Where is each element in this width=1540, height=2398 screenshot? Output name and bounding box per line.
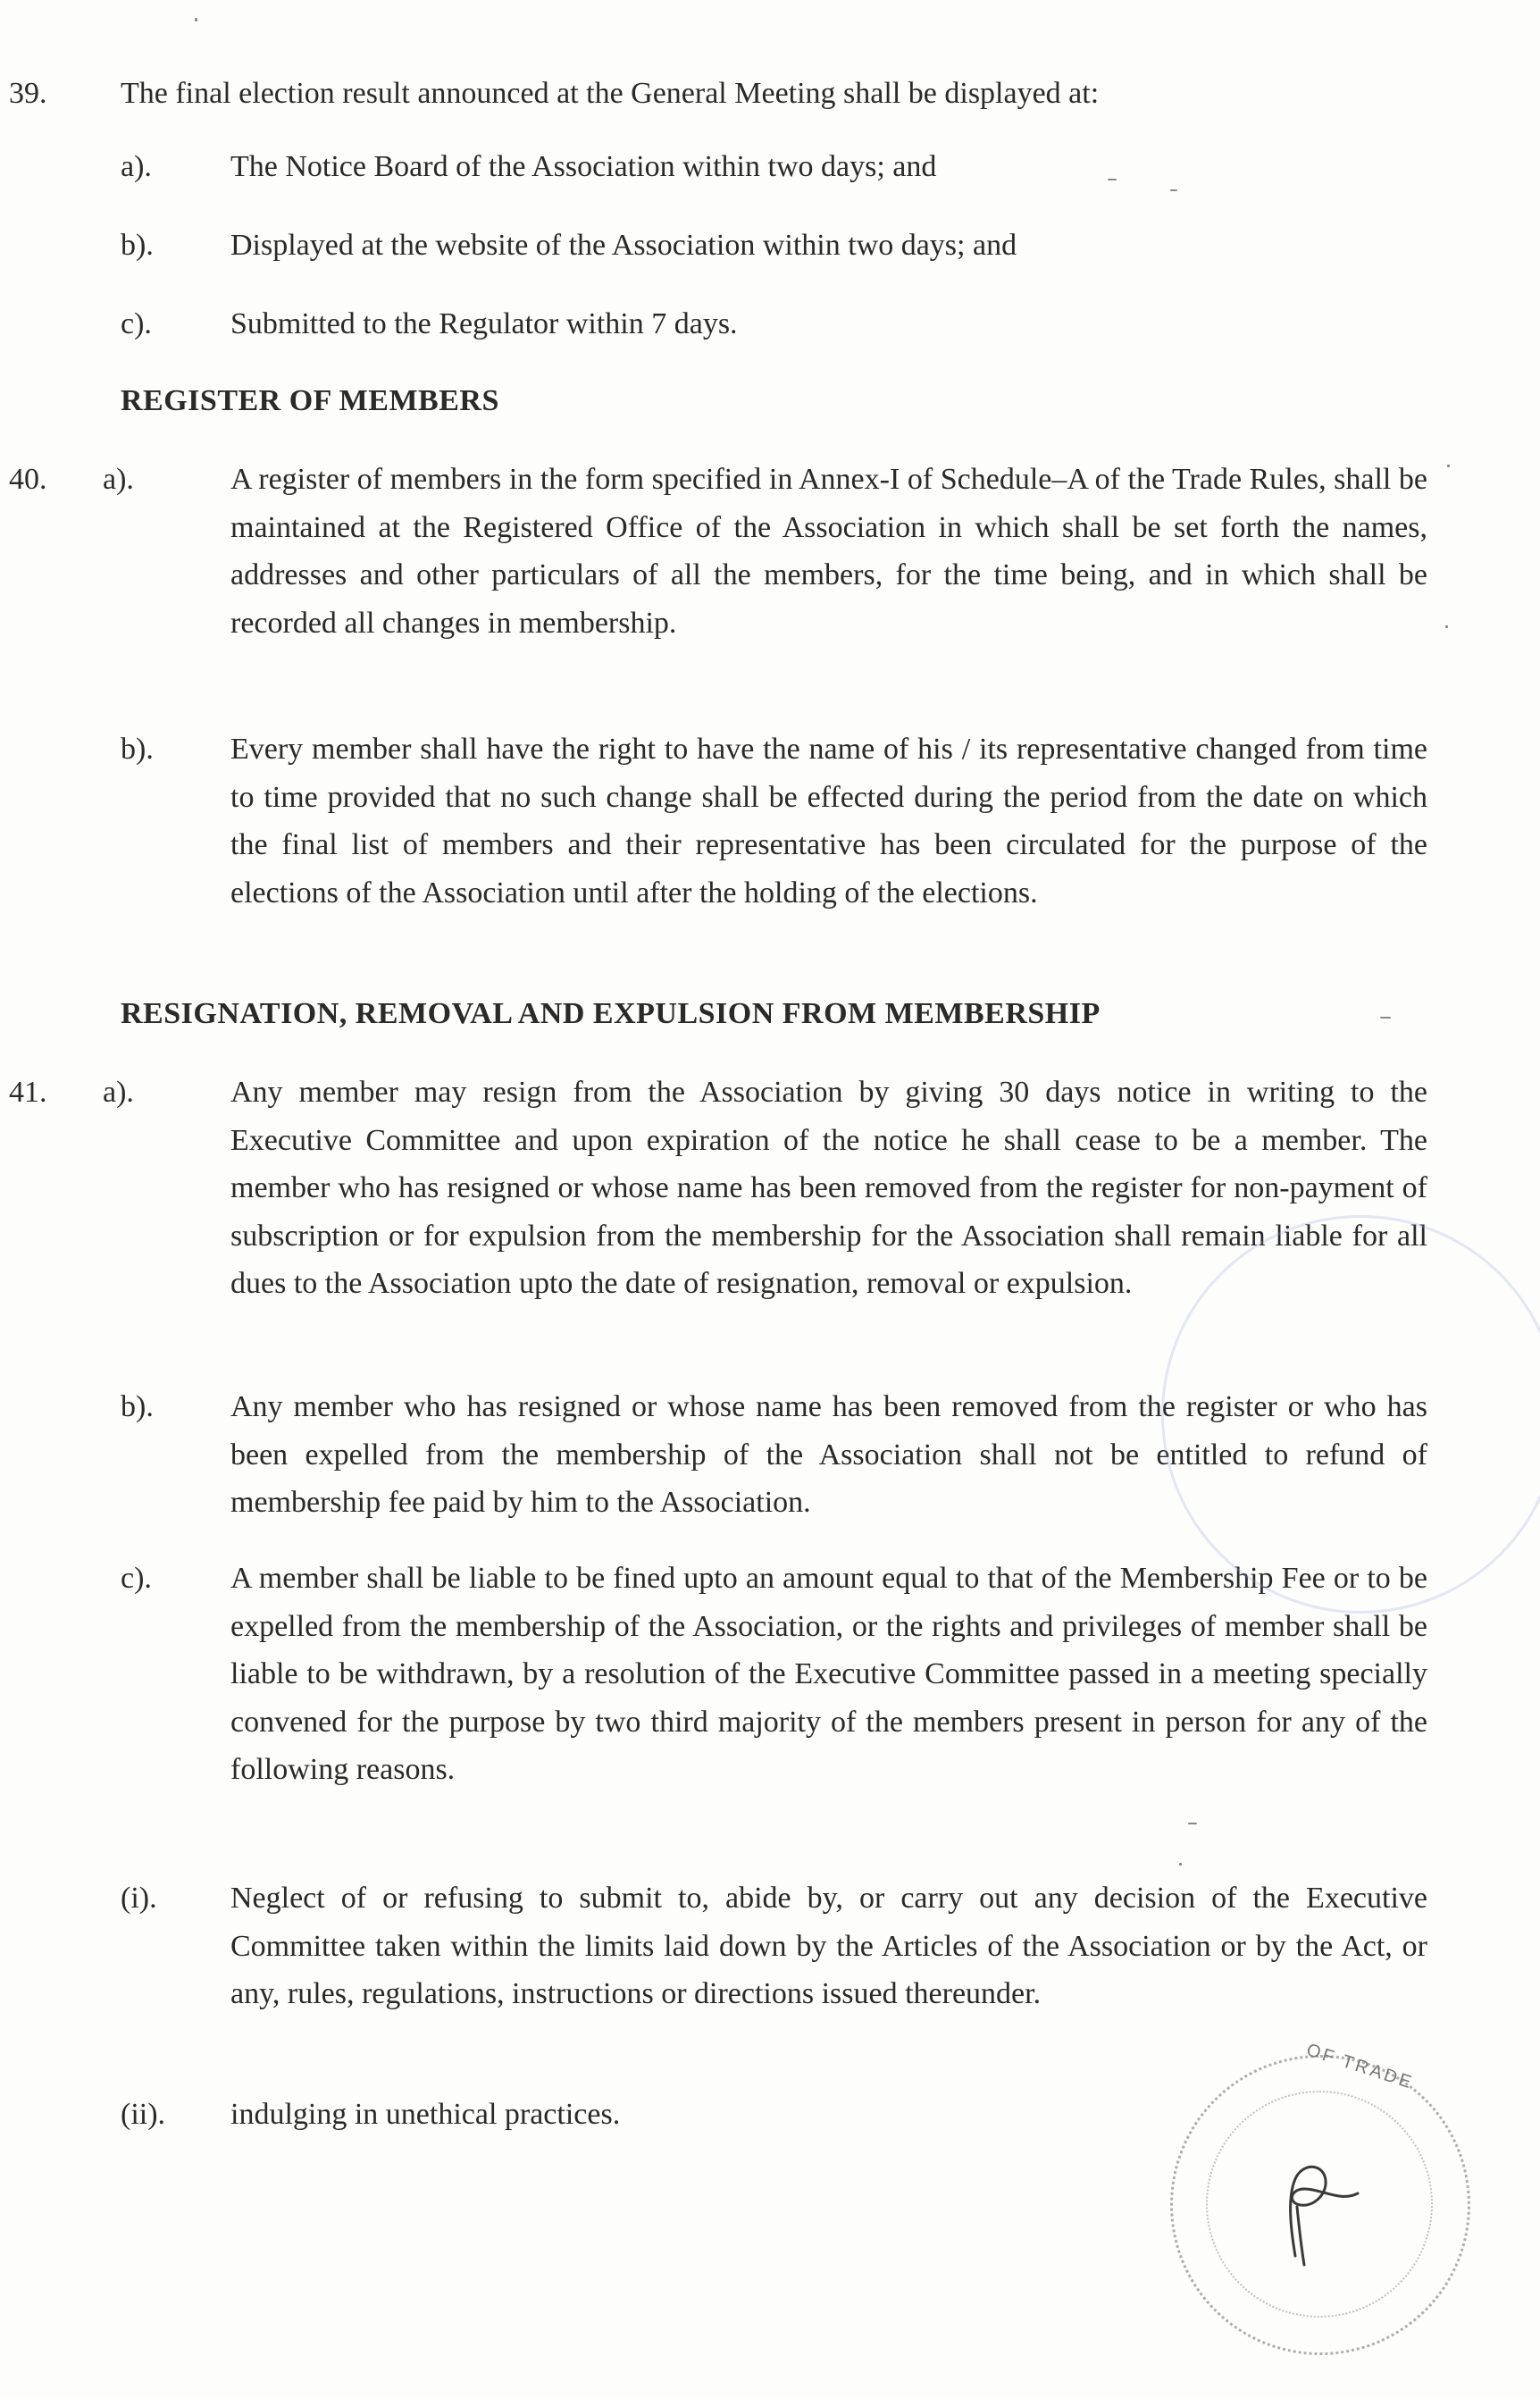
clause-40-b-text: Every member shall have the right to have the name of his / its representative changed from time to time provided that no such change shall be effected during the period from the date on which the final list of members and their representative has been circulated for the purpose of the elections of the Association until after the holding of the elections. [230,733,1427,910]
clause-39-b-label: b). [121,229,154,262]
scan-speck [1445,625,1448,628]
clause-41-i-text: Neglect of or refusing to submit to, abide by, or carry out any decision of the Executive Committee taken within the limits laid down by the Articles of the Association or by the Act, or any, rules, regulations, instructions or directions issued thereunder. [230,1882,1427,2010]
clause-41-a-label: a). [103,1076,134,1109]
scan-speck [1380,1017,1391,1019]
clause-39-text: The final election result announced at the General Meeting shall be displayed at: [121,77,1100,110]
scan-speck [1179,1863,1182,1866]
clause-39-c-label: c). [121,307,152,340]
clause-41-number: 41. [9,1076,47,1109]
scan-speck [1170,189,1177,191]
clause-39-number: 39. [9,77,47,110]
scan-speck [1447,465,1450,467]
clause-41-ii-text: indulging in unethical practices. [230,2098,621,2131]
clause-39-a-text: The Notice Board of the Association within two days; and [230,150,937,183]
signature-mark [1242,2140,1385,2283]
clause-40-a-text: A register of members in the form specified in Annex-I of Schedule–A of the Trade Rules, shall be maintained at the Registered Office of the Association in which shall be set forth the names, addresses and other particulars of all the members, for the time being, and in which shall be recorded all changes in membership. [230,463,1427,640]
scan-speck [1188,1823,1197,1824]
clause-40-a-label: a). [103,463,134,496]
clause-41-a-text: Any member may resign from the Association by giving 30 days notice in writing to the Executive Committee and upon expiration of the notice he shall cease to be a member. The member who has resigned or whose name has been removed from the register for non-payment of subscription or for expulsion from the membership for the Association shall remain liable for all dues to the Association upto the date of resignation, removal or expulsion. [230,1076,1427,1300]
clause-39-a-label: a). [121,150,152,183]
section-heading-resignation: RESIGNATION, REMOVAL AND EXPULSION FROM MEMBERSHIP [121,997,1101,1030]
clause-41-c-label: c). [121,1562,152,1595]
clause-39-b-text: Displayed at the website of the Association within two days; and [230,229,1017,262]
clause-41-i-label: (i). [121,1882,157,1915]
section-heading-register: REGISTER OF MEMBERS [121,384,499,417]
clause-41-ii-label: (ii). [121,2098,166,2131]
clause-40-number: 40. [9,463,47,496]
scan-speck [195,18,197,21]
clause-39-c-text: Submitted to the Regulator within 7 days. [230,307,738,340]
faint-seal-stamp [1161,1215,1540,1614]
clause-41-c-text: A member shall be liable to be fined upto an amount equal to that of the Membership Fee or to be expelled from the membership of the Association, or the rights and privileges of member shall be liable to be withdrawn, by a resolution of the Executive Committee passed in a meeting specially convened for the purpose by two third majority of the members present in person for any of the following reasons. [230,1562,1427,1786]
clause-41-b-text: Any member who has resigned or whose name has been removed from the register or who has been expelled from the membership of the Association shall not be entitled to refund of membership fee paid by him to the Association. [230,1390,1427,1519]
official-seal-text: OF TRADE [1303,2040,1417,2093]
scan-speck [1108,179,1117,180]
clause-40-b-label: b). [121,733,154,766]
clause-41-b-label: b). [121,1390,154,1423]
